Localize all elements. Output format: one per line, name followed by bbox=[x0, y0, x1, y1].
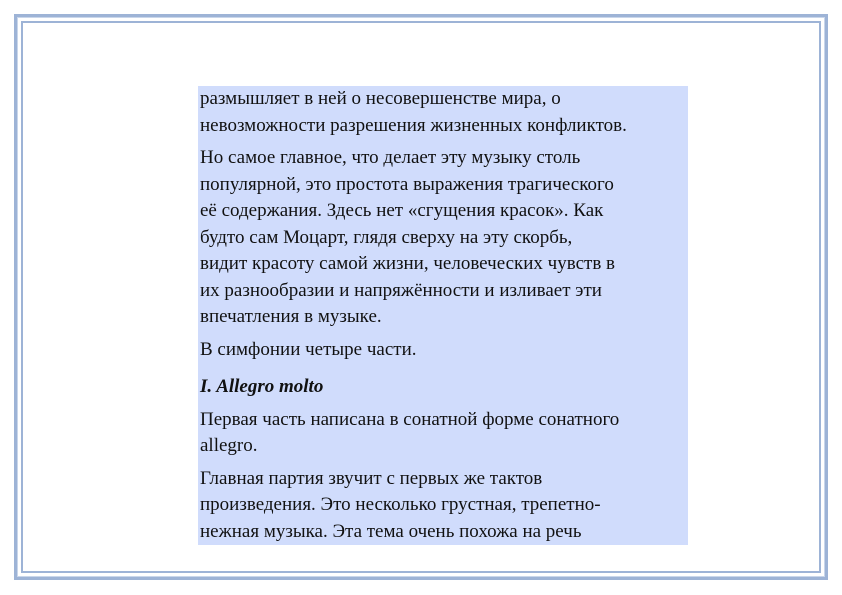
text-box bbox=[198, 86, 688, 545]
text-line: В симфонии четыре части. bbox=[200, 338, 417, 360]
text-line: их разнообразии и напряжённости и изливает эти bbox=[200, 279, 602, 301]
paragraph-3 bbox=[200, 337, 688, 364]
section-heading: I. Allegro molto bbox=[200, 376, 324, 397]
text-line: популярной, это простота выражения трагического bbox=[200, 173, 614, 195]
text-line: нежная музыка. Эта тема очень похожа на речь bbox=[200, 520, 582, 542]
paragraph-5 bbox=[200, 466, 688, 546]
text-line: Первая часть написана в сонатной форме сонатного bbox=[200, 408, 620, 430]
text-line: allegro. bbox=[200, 435, 258, 456]
text-line: Но самое главное, что делает эту музыку столь bbox=[200, 147, 581, 168]
text-line: впечатления в музыке. bbox=[200, 306, 382, 327]
paragraph-4 bbox=[200, 407, 688, 460]
text-line: невозможности разрешения жизненных конфликтов. bbox=[200, 114, 627, 136]
paragraph-1 bbox=[200, 86, 688, 139]
text-line: видит красоту самой жизни, человеческих чувств в bbox=[200, 253, 616, 274]
text-line: будто сам Моцарт, глядя сверху на эту скорбь, bbox=[200, 226, 573, 248]
text-line: размышляет в ней о несовершенстве мира, о bbox=[200, 88, 561, 109]
paragraph-2 bbox=[200, 145, 688, 331]
text-line: её содержания. Здесь нет «сгущения красок». Как bbox=[200, 200, 604, 221]
text-line: Главная партия звучит с первых же тактов bbox=[200, 467, 543, 489]
text-line: произведения. Это несколько грустная, трепетно- bbox=[200, 494, 601, 515]
